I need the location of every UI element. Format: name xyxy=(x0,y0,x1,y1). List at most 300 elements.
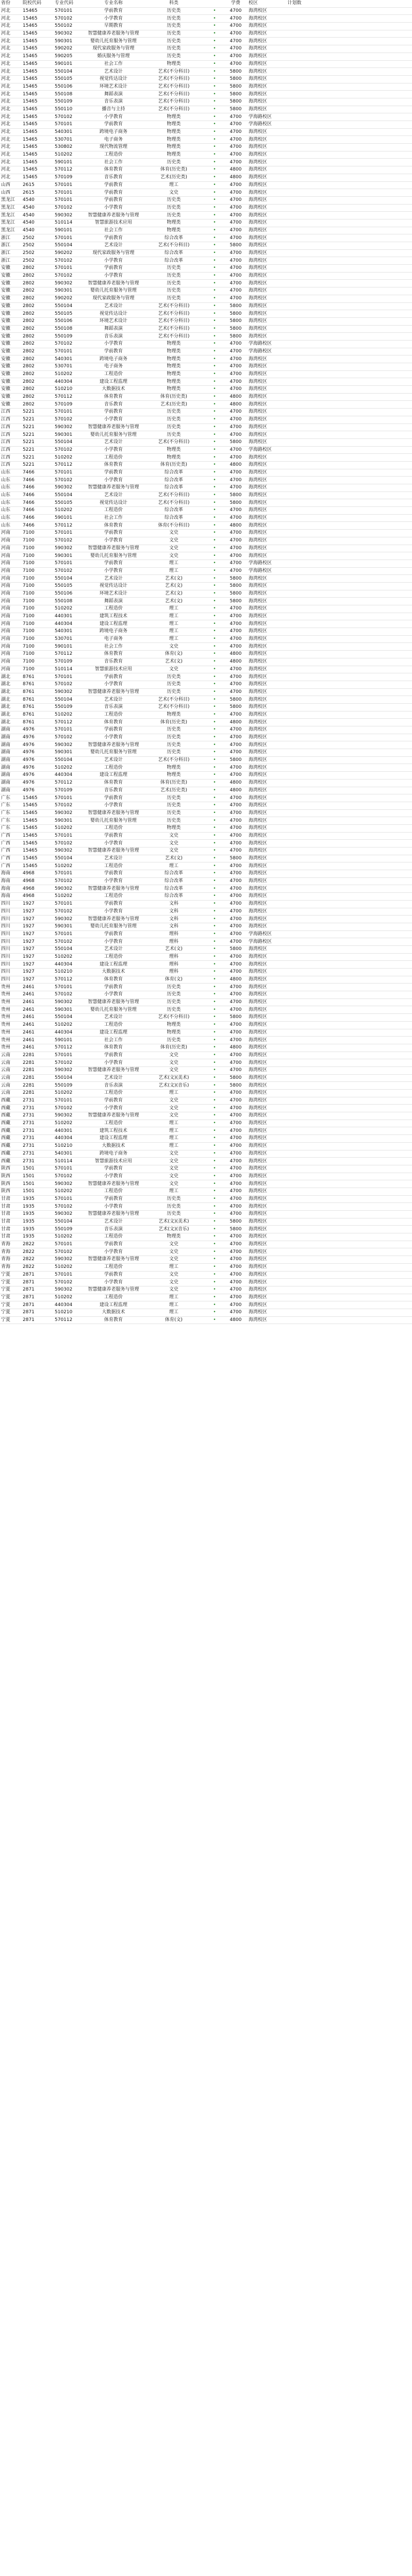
major-name-cell[interactable]: 工程造价 xyxy=(85,605,142,613)
province-cell[interactable]: 广西 xyxy=(0,862,22,870)
table-row[interactable] xyxy=(0,1226,412,1233)
subject-category-cell[interactable]: 综合改革 xyxy=(142,234,205,242)
table-row[interactable] xyxy=(0,53,412,60)
subject-category-cell[interactable]: 艺术(文) xyxy=(142,598,205,605)
province-cell[interactable]: 贵州 xyxy=(0,984,22,991)
major-code-cell[interactable]: 590301 xyxy=(54,749,85,757)
tuition-cell[interactable]: 4700 xyxy=(224,295,248,302)
major-name-cell[interactable]: 视觉传达设计 xyxy=(85,310,142,318)
campus-cell[interactable]: 海湾校区 xyxy=(248,378,281,386)
school-code-cell[interactable]: 1935 xyxy=(22,1226,54,1233)
campus-cell[interactable]: 海湾校区 xyxy=(248,923,281,930)
table-row[interactable] xyxy=(0,1309,412,1316)
major-code-cell[interactable]: 570101 xyxy=(54,832,85,840)
major-code-cell[interactable]: 570101 xyxy=(54,870,85,878)
major-name-cell[interactable]: 学前教育 xyxy=(85,984,142,991)
province-cell[interactable]: 江西 xyxy=(0,423,22,431)
province-cell[interactable]: 河南 xyxy=(0,552,22,560)
marker-cell[interactable]: • xyxy=(205,1120,224,1127)
campus-cell[interactable]: 海湾校区 xyxy=(248,953,281,961)
major-name-cell[interactable]: 智慧健康养老服务与管理 xyxy=(85,30,142,38)
major-name-cell[interactable]: 电子商务 xyxy=(85,136,142,144)
campus-cell[interactable]: 海湾校区 xyxy=(248,181,281,189)
table-row[interactable] xyxy=(0,454,412,462)
campus-cell[interactable]: 海湾校区 xyxy=(248,794,281,802)
major-name-cell[interactable]: 电子商务 xyxy=(85,363,142,371)
marker-cell[interactable]: • xyxy=(205,181,224,189)
campus-cell[interactable]: 海湾校区 xyxy=(248,302,281,310)
school-code-cell[interactable]: 15465 xyxy=(22,855,54,862)
campus-cell[interactable]: 海湾校区 xyxy=(248,1195,281,1203)
major-code-cell[interactable]: 590302 xyxy=(54,998,85,1006)
major-code-cell[interactable]: 570112 xyxy=(54,522,85,530)
tuition-cell[interactable]: 4700 xyxy=(224,1090,248,1097)
campus-cell[interactable]: 海湾校区 xyxy=(248,136,281,144)
major-name-cell[interactable]: 学前教育 xyxy=(85,121,142,129)
major-name-cell[interactable]: 婴幼儿托育服务与管理 xyxy=(85,287,142,295)
major-name-cell[interactable]: 体育教育 xyxy=(85,393,142,401)
plan-count-cell[interactable] xyxy=(281,900,308,908)
province-cell[interactable]: 山东 xyxy=(0,507,22,515)
plan-count-cell[interactable] xyxy=(281,582,308,590)
province-cell[interactable]: 山西 xyxy=(0,181,22,189)
school-code-cell[interactable]: 15465 xyxy=(22,91,54,98)
subject-category-cell[interactable]: 艺术(不分科目) xyxy=(142,438,205,446)
province-cell[interactable]: 安徽 xyxy=(0,302,22,310)
subject-category-cell[interactable]: 体育(历史类) xyxy=(142,393,205,401)
school-code-cell[interactable]: 15465 xyxy=(22,832,54,840)
tuition-cell[interactable]: 4700 xyxy=(224,514,248,522)
table-row[interactable] xyxy=(0,1233,412,1241)
tuition-cell[interactable]: 4700 xyxy=(224,862,248,870)
campus-cell[interactable]: 海湾校区 xyxy=(248,45,281,53)
campus-cell[interactable]: 海湾校区 xyxy=(248,969,281,976)
major-name-cell[interactable]: 小学教育 xyxy=(85,1173,142,1180)
major-name-cell[interactable]: 小学教育 xyxy=(85,340,142,348)
school-code-cell[interactable]: 8761 xyxy=(22,696,54,704)
tuition-cell[interactable]: 4700 xyxy=(224,1203,248,1211)
major-name-cell[interactable]: 音乐教育 xyxy=(85,174,142,181)
school-code-cell[interactable]: 7100 xyxy=(22,598,54,605)
province-cell[interactable]: 湖北 xyxy=(0,696,22,704)
marker-cell[interactable]: • xyxy=(205,438,224,446)
tuition-cell[interactable]: 4700 xyxy=(224,1029,248,1037)
marker-cell[interactable]: • xyxy=(205,1279,224,1286)
tuition-cell[interactable]: 5800 xyxy=(224,333,248,341)
subject-category-cell[interactable]: 文史 xyxy=(142,1271,205,1279)
major-code-cell[interactable]: 550102 xyxy=(54,23,85,30)
table-row[interactable] xyxy=(0,749,412,757)
marker-cell[interactable]: • xyxy=(205,696,224,704)
major-name-cell[interactable]: 小学教育 xyxy=(85,681,142,688)
province-cell[interactable]: 河北 xyxy=(0,151,22,159)
subject-category-cell[interactable]: 文史 xyxy=(142,530,205,537)
province-cell[interactable]: 四川 xyxy=(0,945,22,953)
school-code-cell[interactable]: 7100 xyxy=(22,545,54,552)
school-code-cell[interactable]: 2802 xyxy=(22,401,54,409)
subject-category-cell[interactable]: 艺术(不分科目) xyxy=(142,756,205,764)
province-cell[interactable]: 四川 xyxy=(0,900,22,908)
marker-cell[interactable]: • xyxy=(205,734,224,741)
province-cell[interactable]: 安徽 xyxy=(0,386,22,394)
province-cell[interactable]: 山东 xyxy=(0,492,22,499)
major-code-cell[interactable]: 590101 xyxy=(54,1037,85,1044)
province-cell[interactable]: 河南 xyxy=(0,560,22,567)
tuition-cell[interactable]: 4700 xyxy=(224,734,248,741)
table-row[interactable] xyxy=(0,393,412,401)
major-name-cell[interactable]: 艺术设计 xyxy=(85,68,142,76)
campus-cell[interactable]: 海湾校区 xyxy=(248,1059,281,1067)
school-code-cell[interactable]: 7466 xyxy=(22,477,54,484)
plan-count-cell[interactable] xyxy=(281,227,308,234)
province-cell[interactable]: 湖南 xyxy=(0,726,22,734)
campus-cell[interactable]: 海湾校区 xyxy=(248,945,281,953)
school-code-cell[interactable]: 15465 xyxy=(22,7,54,15)
tuition-cell[interactable]: 4800 xyxy=(224,174,248,181)
marker-cell[interactable]: • xyxy=(205,998,224,1006)
campus-cell[interactable]: 海湾校区 xyxy=(248,53,281,60)
province-cell[interactable]: 广东 xyxy=(0,817,22,825)
tuition-cell[interactable]: 4700 xyxy=(224,454,248,462)
table-row[interactable] xyxy=(0,961,412,969)
tuition-cell[interactable]: 4700 xyxy=(224,809,248,817)
subject-category-cell[interactable]: 文史 xyxy=(142,537,205,545)
tuition-cell[interactable]: 4800 xyxy=(224,658,248,666)
province-cell[interactable]: 宁夏 xyxy=(0,1286,22,1294)
province-cell[interactable]: 黑龙江 xyxy=(0,196,22,204)
subject-category-cell[interactable]: 综合改革 xyxy=(142,477,205,484)
subject-category-cell[interactable]: 物理类 xyxy=(142,340,205,348)
province-cell[interactable]: 青海 xyxy=(0,1248,22,1256)
tuition-cell[interactable]: 4700 xyxy=(224,212,248,219)
marker-cell[interactable]: • xyxy=(205,620,224,628)
campus-cell[interactable]: 海湾校区 xyxy=(248,1248,281,1256)
subject-category-cell[interactable]: 艺术(不分科目) xyxy=(142,68,205,76)
table-row[interactable] xyxy=(0,522,412,530)
table-row[interactable] xyxy=(0,870,412,878)
subject-category-cell[interactable]: 历史类 xyxy=(142,45,205,53)
tuition-cell[interactable]: 4700 xyxy=(224,7,248,15)
campus-cell[interactable]: 海湾校区 xyxy=(248,764,281,772)
tuition-cell[interactable]: 4700 xyxy=(224,673,248,681)
tuition-cell[interactable]: 5800 xyxy=(224,703,248,711)
marker-cell[interactable]: • xyxy=(205,817,224,825)
tuition-cell[interactable]: 4700 xyxy=(224,817,248,825)
major-code-cell[interactable]: 590302 xyxy=(54,484,85,492)
major-name-cell[interactable]: 大数据技术 xyxy=(85,386,142,394)
tuition-cell[interactable]: 4700 xyxy=(224,151,248,159)
marker-cell[interactable]: • xyxy=(205,1301,224,1309)
province-cell[interactable]: 云南 xyxy=(0,1066,22,1074)
marker-cell[interactable]: • xyxy=(205,537,224,545)
table-row[interactable] xyxy=(0,1066,412,1074)
table-row[interactable] xyxy=(0,855,412,862)
major-name-cell[interactable]: 小学教育 xyxy=(85,416,142,423)
school-code-cell[interactable]: 15465 xyxy=(22,15,54,23)
subject-category-cell[interactable]: 物理类 xyxy=(142,60,205,68)
campus-cell[interactable]: 海湾校区 xyxy=(248,60,281,68)
campus-cell[interactable]: 海湾校区 xyxy=(248,1105,281,1112)
marker-cell[interactable]: • xyxy=(205,885,224,893)
table-row[interactable] xyxy=(0,794,412,802)
school-code-cell[interactable]: 4976 xyxy=(22,772,54,779)
major-name-cell[interactable]: 学前教育 xyxy=(85,726,142,734)
subject-category-cell[interactable]: 理工 xyxy=(142,1120,205,1127)
subject-category-cell[interactable]: 历史类 xyxy=(142,38,205,45)
table-row[interactable] xyxy=(0,348,412,355)
campus-cell[interactable]: 学海路校区 xyxy=(248,930,281,938)
major-name-cell[interactable]: 学前教育 xyxy=(85,1241,142,1248)
major-code-cell[interactable]: 510202 xyxy=(54,370,85,378)
province-cell[interactable]: 河北 xyxy=(0,38,22,45)
province-cell[interactable]: 湖南 xyxy=(0,741,22,749)
province-cell[interactable]: 湖北 xyxy=(0,719,22,726)
subject-category-cell[interactable]: 历史类 xyxy=(142,280,205,287)
subject-category-cell[interactable]: 物理类 xyxy=(142,454,205,462)
campus-cell[interactable]: 海湾校区 xyxy=(248,961,281,969)
table-row[interactable] xyxy=(0,401,412,409)
major-name-cell[interactable]: 学前教育 xyxy=(85,1165,142,1173)
plan-count-cell[interactable] xyxy=(281,1309,308,1316)
major-name-cell[interactable]: 智慧健康养老服务与管理 xyxy=(85,484,142,492)
school-code-cell[interactable]: 2802 xyxy=(22,333,54,341)
table-row[interactable] xyxy=(0,779,412,787)
province-cell[interactable]: 河南 xyxy=(0,658,22,666)
subject-category-cell[interactable]: 艺术(不分科目) xyxy=(142,499,205,507)
school-code-cell[interactable]: 7466 xyxy=(22,484,54,492)
major-code-cell[interactable]: 570102 xyxy=(54,802,85,809)
school-code-cell[interactable]: 2502 xyxy=(22,249,54,257)
tuition-cell[interactable]: 4800 xyxy=(224,461,248,469)
marker-cell[interactable]: • xyxy=(205,1059,224,1067)
plan-count-cell[interactable] xyxy=(281,658,308,666)
marker-cell[interactable]: • xyxy=(205,794,224,802)
plan-count-cell[interactable] xyxy=(281,416,308,423)
plan-count-cell[interactable] xyxy=(281,681,308,688)
subject-category-cell[interactable]: 体育(历史类) xyxy=(142,166,205,174)
major-code-cell[interactable]: 510210 xyxy=(54,386,85,394)
school-code-cell[interactable]: 2802 xyxy=(22,272,54,280)
province-cell[interactable]: 河南 xyxy=(0,575,22,583)
marker-cell[interactable]: • xyxy=(205,877,224,885)
subject-category-cell[interactable]: 历史类 xyxy=(142,726,205,734)
plan-count-cell[interactable] xyxy=(281,643,308,651)
marker-cell[interactable]: • xyxy=(205,75,224,83)
major-code-cell[interactable]: 570101 xyxy=(54,348,85,355)
major-name-cell[interactable]: 小学教育 xyxy=(85,15,142,23)
campus-cell[interactable]: 海湾校区 xyxy=(248,174,281,181)
province-cell[interactable]: 西藏 xyxy=(0,1135,22,1143)
school-code-cell[interactable]: 7100 xyxy=(22,620,54,628)
campus-cell[interactable]: 海湾校区 xyxy=(248,492,281,499)
school-code-cell[interactable]: 2281 xyxy=(22,1059,54,1067)
major-code-cell[interactable]: 550109 xyxy=(54,333,85,341)
major-code-cell[interactable]: 570102 xyxy=(54,840,85,848)
table-row[interactable] xyxy=(0,726,412,734)
province-cell[interactable]: 西藏 xyxy=(0,1097,22,1105)
province-cell[interactable]: 贵州 xyxy=(0,1037,22,1044)
table-row[interactable] xyxy=(0,824,412,832)
school-code-cell[interactable]: 7100 xyxy=(22,666,54,673)
table-row[interactable] xyxy=(0,635,412,643)
major-code-cell[interactable]: 550104 xyxy=(54,575,85,583)
marker-cell[interactable]: • xyxy=(205,666,224,673)
province-cell[interactable]: 江西 xyxy=(0,461,22,469)
school-code-cell[interactable]: 2731 xyxy=(22,1097,54,1105)
major-code-cell[interactable]: 590202 xyxy=(54,249,85,257)
major-code-cell[interactable]: 590302 xyxy=(54,30,85,38)
province-cell[interactable]: 安徽 xyxy=(0,287,22,295)
campus-cell[interactable]: 海湾校区 xyxy=(248,855,281,862)
province-cell[interactable]: 安徽 xyxy=(0,272,22,280)
tuition-cell[interactable]: 4800 xyxy=(224,787,248,794)
school-code-cell[interactable]: 2731 xyxy=(22,1135,54,1143)
school-code-cell[interactable]: 7100 xyxy=(22,582,54,590)
plan-count-cell[interactable] xyxy=(281,15,308,23)
plan-count-cell[interactable] xyxy=(281,128,308,136)
major-code-cell[interactable]: 570101 xyxy=(54,930,85,938)
major-name-cell[interactable]: 学前教育 xyxy=(85,1271,142,1279)
marker-cell[interactable]: • xyxy=(205,1263,224,1271)
plan-count-cell[interactable] xyxy=(281,1226,308,1233)
subject-category-cell[interactable]: 艺术(文) xyxy=(142,945,205,953)
school-code-cell[interactable]: 1927 xyxy=(22,945,54,953)
tuition-cell[interactable]: 4700 xyxy=(224,885,248,893)
plan-count-cell[interactable] xyxy=(281,121,308,129)
province-cell[interactable]: 甘肃 xyxy=(0,1203,22,1211)
plan-count-cell[interactable] xyxy=(281,438,308,446)
header-major-name[interactable]: 专业名称 xyxy=(85,0,142,7)
major-code-cell[interactable]: 510202 xyxy=(54,507,85,515)
province-cell[interactable]: 河南 xyxy=(0,643,22,651)
marker-cell[interactable]: • xyxy=(205,204,224,212)
plan-count-cell[interactable] xyxy=(281,212,308,219)
plan-count-cell[interactable] xyxy=(281,1052,308,1059)
plan-count-cell[interactable] xyxy=(281,1195,308,1203)
plan-count-cell[interactable] xyxy=(281,1233,308,1241)
subject-category-cell[interactable]: 历史类 xyxy=(142,984,205,991)
subject-category-cell[interactable]: 理工 xyxy=(142,635,205,643)
tuition-cell[interactable]: 4700 xyxy=(224,1309,248,1316)
school-code-cell[interactable]: 15465 xyxy=(22,824,54,832)
marker-cell[interactable]: • xyxy=(205,711,224,719)
school-code-cell[interactable]: 15465 xyxy=(22,30,54,38)
marker-cell[interactable]: • xyxy=(205,1158,224,1165)
campus-cell[interactable]: 海湾校区 xyxy=(248,355,281,363)
subject-category-cell[interactable]: 艺术(不分科目) xyxy=(142,333,205,341)
campus-cell[interactable]: 海湾校区 xyxy=(248,772,281,779)
major-name-cell[interactable]: 智慧健康养老服务与管理 xyxy=(85,545,142,552)
subject-category-cell[interactable]: 历史类 xyxy=(142,295,205,302)
major-code-cell[interactable]: 550104 xyxy=(54,1074,85,1082)
school-code-cell[interactable]: 15465 xyxy=(22,174,54,181)
subject-category-cell[interactable]: 理工 xyxy=(142,181,205,189)
marker-cell[interactable]: • xyxy=(205,363,224,371)
province-cell[interactable]: 四川 xyxy=(0,930,22,938)
major-name-cell[interactable]: 小学教育 xyxy=(85,1059,142,1067)
school-code-cell[interactable]: 8761 xyxy=(22,719,54,726)
table-row[interactable] xyxy=(0,378,412,386)
major-name-cell[interactable]: 视觉传达设计 xyxy=(85,582,142,590)
province-cell[interactable]: 河南 xyxy=(0,620,22,628)
major-name-cell[interactable]: 工程造价 xyxy=(85,1021,142,1029)
major-code-cell[interactable]: 570101 xyxy=(54,196,85,204)
campus-cell[interactable]: 海湾校区 xyxy=(248,779,281,787)
school-code-cell[interactable]: 8761 xyxy=(22,681,54,688)
subject-category-cell[interactable]: 理工 xyxy=(142,1309,205,1316)
school-code-cell[interactable]: 2281 xyxy=(22,1074,54,1082)
campus-cell[interactable]: 海湾校区 xyxy=(248,68,281,76)
major-code-cell[interactable]: 510210 xyxy=(54,1309,85,1316)
marker-cell[interactable]: • xyxy=(205,227,224,234)
table-row[interactable] xyxy=(0,703,412,711)
marker-cell[interactable]: • xyxy=(205,416,224,423)
campus-cell[interactable]: 海湾校区 xyxy=(248,1097,281,1105)
major-code-cell[interactable]: 550106 xyxy=(54,590,85,598)
province-cell[interactable]: 河北 xyxy=(0,15,22,23)
campus-cell[interactable]: 海湾校区 xyxy=(248,530,281,537)
major-name-cell[interactable]: 智慧健康养老服务与管理 xyxy=(85,885,142,893)
subject-category-cell[interactable]: 艺术(文)(美术) xyxy=(142,1074,205,1082)
tuition-cell[interactable]: 4700 xyxy=(224,1097,248,1105)
table-row[interactable] xyxy=(0,848,412,855)
marker-cell[interactable]: • xyxy=(205,582,224,590)
table-row[interactable] xyxy=(0,1218,412,1226)
campus-cell[interactable]: 海湾校区 xyxy=(248,900,281,908)
table-row[interactable] xyxy=(0,1279,412,1286)
subject-category-cell[interactable]: 历史类 xyxy=(142,431,205,439)
table-row[interactable] xyxy=(0,1271,412,1279)
province-cell[interactable]: 安徽 xyxy=(0,280,22,287)
school-code-cell[interactable]: 15465 xyxy=(22,106,54,113)
table-row[interactable] xyxy=(0,1029,412,1037)
tuition-cell[interactable]: 4700 xyxy=(224,1037,248,1044)
school-code-cell[interactable]: 2731 xyxy=(22,1142,54,1150)
major-code-cell[interactable]: 570102 xyxy=(54,537,85,545)
major-code-cell[interactable]: 570102 xyxy=(54,1059,85,1067)
marker-cell[interactable]: • xyxy=(205,1097,224,1105)
major-name-cell[interactable]: 体育教育 xyxy=(85,166,142,174)
campus-cell[interactable]: 学海路校区 xyxy=(248,446,281,454)
plan-count-cell[interactable] xyxy=(281,1037,308,1044)
province-cell[interactable]: 湖北 xyxy=(0,703,22,711)
province-cell[interactable]: 河南 xyxy=(0,582,22,590)
table-row[interactable] xyxy=(0,45,412,53)
province-cell[interactable]: 西藏 xyxy=(0,1142,22,1150)
plan-count-cell[interactable] xyxy=(281,961,308,969)
marker-cell[interactable]: • xyxy=(205,295,224,302)
school-code-cell[interactable]: 15465 xyxy=(22,862,54,870)
subject-category-cell[interactable]: 历史类 xyxy=(142,809,205,817)
subject-category-cell[interactable]: 艺术(不分科目) xyxy=(142,98,205,106)
tuition-cell[interactable]: 4700 xyxy=(224,128,248,136)
major-name-cell[interactable]: 体育教育 xyxy=(85,461,142,469)
tuition-cell[interactable]: 4700 xyxy=(224,794,248,802)
marker-cell[interactable]: • xyxy=(205,908,224,916)
subject-category-cell[interactable]: 文史 xyxy=(142,1059,205,1067)
subject-category-cell[interactable]: 文史 xyxy=(142,1112,205,1120)
campus-cell[interactable]: 海湾校区 xyxy=(248,620,281,628)
province-cell[interactable]: 陕西 xyxy=(0,1180,22,1188)
marker-cell[interactable]: • xyxy=(205,333,224,341)
school-code-cell[interactable]: 2461 xyxy=(22,1037,54,1044)
marker-cell[interactable]: • xyxy=(205,1066,224,1074)
province-cell[interactable]: 江西 xyxy=(0,438,22,446)
table-row[interactable] xyxy=(0,1037,412,1044)
major-code-cell[interactable]: 570101 xyxy=(54,181,85,189)
campus-cell[interactable]: 海湾校区 xyxy=(248,666,281,673)
subject-category-cell[interactable]: 历史类 xyxy=(142,1203,205,1211)
